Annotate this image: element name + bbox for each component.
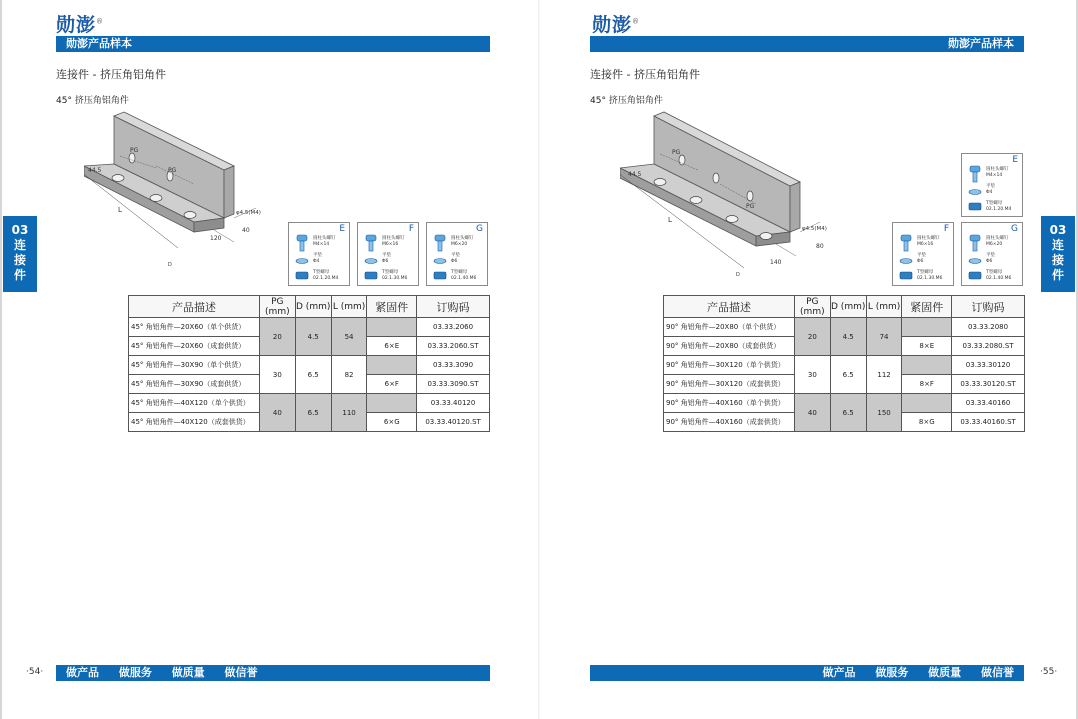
fastener-value [367, 356, 417, 375]
d-value: 6.5 [830, 394, 866, 432]
fastener-value [367, 318, 417, 337]
footer-slogan: 做服务 [875, 666, 909, 679]
fastener-line: Φ4 [313, 259, 320, 264]
product-desc: 90° 角铝角件—20X80（成套供货） [664, 337, 795, 356]
fastener-box-f [357, 222, 419, 286]
fastener-line: T型螺母 [986, 270, 1003, 275]
footer-slogan: 做信誉 [981, 666, 1014, 679]
table-row [129, 394, 490, 413]
fastener-icon [968, 165, 982, 215]
table-row [664, 356, 1025, 375]
fastener-letter: G [476, 224, 483, 234]
l-value: 112 [866, 356, 902, 394]
footer-slogan: 做服务 [118, 666, 152, 679]
product-desc: 45° 角铝角件—30X90（成套供货） [129, 375, 260, 394]
pg-value: 30 [794, 356, 830, 394]
table-header-row [129, 296, 490, 318]
fastener-box-e [288, 222, 350, 286]
fastener-box-g [426, 222, 488, 286]
column-header: PG (mm) [259, 296, 295, 318]
fastener-line: Φ6 [451, 259, 458, 264]
fastener-value [367, 394, 417, 413]
brand-logo: 勋澎® [592, 14, 641, 36]
order-code: 03.33.30120 [952, 356, 1025, 375]
fastener-icon [899, 234, 913, 284]
dim-label: 44.5 [628, 171, 642, 178]
fastener-value: 6×F [367, 375, 417, 394]
fastener-value [902, 318, 952, 337]
fastener-box-g [961, 222, 1023, 286]
fastener-line: T型螺母 [313, 270, 330, 275]
l-value: 82 [331, 356, 367, 394]
footer-slogan: 做信誉 [224, 666, 258, 679]
page-header: 勋澎产品样本 [590, 36, 1024, 52]
product-subtitle: 45° 挤压角铝角件 [590, 96, 663, 106]
column-header: L (mm) [866, 296, 902, 318]
fastener-line: 02.1.40.M6 [986, 276, 1012, 281]
fastener-line: Φ6 [986, 259, 993, 264]
fastener-line: 平垫 [451, 253, 460, 258]
technical-drawing [620, 108, 840, 278]
footer-slogan: 做产品 [66, 666, 99, 679]
product-desc: 90° 角铝角件—30X120（成套供货） [664, 375, 795, 394]
brand-logo: 勋澎® [56, 14, 105, 36]
fastener-value: 8×F [902, 375, 952, 394]
l-value: 110 [331, 394, 367, 432]
pg-value: 40 [794, 394, 830, 432]
hole-label: φ4.5(M4) [236, 210, 261, 216]
fastener-line: 圆柱头螺钉 [986, 236, 1009, 241]
pg-label: PG [672, 149, 681, 156]
column-header: D (mm) [830, 296, 866, 318]
column-header: 产品描述 [664, 296, 795, 318]
column-header: 订购码 [952, 296, 1025, 318]
product-desc: 90° 角铝角件—30X120（单个供货） [664, 356, 795, 375]
fastener-line: 02.1.30.M6 [917, 276, 943, 281]
l-value: 150 [866, 394, 902, 432]
order-code: 03.33.2060 [417, 318, 490, 337]
pg-label: PG [168, 167, 177, 174]
product-desc: 90° 角铝角件—40X160（成套供货） [664, 413, 795, 432]
page-header: 勋澎产品样本 [56, 36, 490, 52]
order-code: 03.33.3090 [417, 356, 490, 375]
page-number: ·55· [1040, 667, 1058, 677]
pg-value: 20 [794, 318, 830, 356]
fastener-letter: E [1012, 155, 1018, 165]
fastener-line: Φ6 [382, 259, 389, 264]
footer-slogan: 做产品 [822, 666, 856, 679]
product-desc: 45° 角铝角件—40X120（成套供货） [129, 413, 260, 432]
footer-slogan: 做质量 [171, 666, 205, 679]
fastener-line: Φ4 [986, 190, 993, 195]
fastener-line: 圆柱头螺钉 [451, 236, 474, 241]
fastener-line: 圆柱头螺钉 [313, 236, 336, 241]
column-header: 产品描述 [129, 296, 260, 318]
order-code: 03.33.2080 [952, 318, 1025, 337]
dim-label: 44.5 [88, 167, 102, 174]
fastener-line: 圆柱头螺钉 [917, 236, 940, 241]
section-title: 连接件 - 挤压角铝角件 [590, 68, 700, 81]
l-value: 54 [331, 318, 367, 356]
chapter-tab: 03 连 接 件 [1041, 216, 1075, 292]
fastener-line: 02.1.20.M4 [313, 276, 339, 281]
d-value: 6.5 [830, 356, 866, 394]
fastener-line: 平垫 [313, 253, 322, 258]
table-row [664, 394, 1025, 413]
table-header-row [664, 296, 1025, 318]
fastener-line: 02.1.40.M6 [451, 276, 477, 281]
fastener-line: M6×16 [917, 242, 934, 247]
fastener-box-f [892, 222, 954, 286]
d-value: 4.5 [295, 318, 331, 356]
fastener-letter: F [943, 224, 949, 234]
fastener-line: 平垫 [382, 253, 391, 258]
product-desc: 45° 角铝角件—30X90（单个供货） [129, 356, 260, 375]
width-label: 80 [816, 243, 824, 250]
page-gutter [538, 0, 540, 719]
fastener-line: 平垫 [986, 184, 995, 189]
chapter-tab: 03 连 接 件 [3, 216, 37, 292]
product-subtitle: 45° 挤压角铝角件 [56, 96, 129, 106]
fastener-line: 02.1.20.M4 [986, 207, 1012, 212]
width-label: 40 [242, 227, 250, 234]
fastener-line: 圆柱头螺钉 [986, 167, 1009, 172]
order-code: 03.33.40160 [952, 394, 1025, 413]
column-header: D (mm) [295, 296, 331, 318]
pg-value: 40 [259, 394, 295, 432]
fastener-icon [295, 234, 309, 284]
page-number: ·54· [26, 667, 44, 677]
fastener-line: Φ6 [917, 259, 924, 264]
pg-label: PG [746, 203, 755, 210]
product-desc: 45° 角铝角件—20X60（成套供货） [129, 337, 260, 356]
fastener-value: 8×E [902, 337, 952, 356]
fastener-line: M4×14 [313, 242, 330, 247]
column-header: 紧固件 [367, 296, 417, 318]
fastener-line: M6×20 [986, 242, 1003, 247]
order-code: 03.33.30120.ST [952, 375, 1025, 394]
length-label: L [118, 206, 122, 214]
fastener-line: 圆柱头螺钉 [382, 236, 405, 241]
order-code: 03.33.40120.ST [417, 413, 490, 432]
fastener-letter: F [408, 224, 414, 234]
d-value: 6.5 [295, 356, 331, 394]
fastener-icon [968, 234, 982, 284]
order-code: 03.33.2080.ST [952, 337, 1025, 356]
pg-value: 30 [259, 356, 295, 394]
fastener-line: T型螺母 [917, 270, 934, 275]
table-row [664, 318, 1025, 337]
spec-table [128, 295, 490, 432]
pg-value: 20 [259, 318, 295, 356]
order-code: 03.33.40120 [417, 394, 490, 413]
footer-slogan: 做质量 [928, 666, 962, 679]
fastener-line: M6×16 [382, 242, 399, 247]
column-header: 紧固件 [902, 296, 952, 318]
fastener-line: 平垫 [986, 253, 995, 258]
fastener-value [902, 394, 952, 413]
section-title: 连接件 - 挤压角铝角件 [56, 68, 166, 81]
column-header: L (mm) [331, 296, 367, 318]
fastener-line: M4×14 [986, 173, 1003, 178]
length-label: L [668, 216, 672, 224]
product-desc: 90° 角铝角件—20X80（单个供货） [664, 318, 795, 337]
product-desc: 90° 角铝角件—40X160（单个供货） [664, 394, 795, 413]
l-value: 74 [866, 318, 902, 356]
page-footer [56, 665, 490, 681]
hole-label: φ4.5(M4) [802, 226, 827, 232]
fastener-letter: E [339, 224, 345, 234]
fastener-line: T型螺母 [986, 201, 1003, 206]
fastener-icon [433, 234, 447, 284]
product-desc: 45° 角铝角件—40X120（单个供货） [129, 394, 260, 413]
height-label: 120 [210, 235, 222, 242]
pg-label: PG [130, 147, 139, 154]
fastener-box-e [961, 153, 1023, 217]
order-code: 03.33.2060.ST [417, 337, 490, 356]
d-value: 6.5 [295, 394, 331, 432]
fastener-line: M6×20 [451, 242, 468, 247]
column-header: PG (mm) [794, 296, 830, 318]
height-label: 140 [770, 259, 782, 266]
spec-table [663, 295, 1025, 432]
fastener-icon [364, 234, 378, 284]
fastener-value: 8×G [902, 413, 952, 432]
fastener-value [902, 356, 952, 375]
fastener-value: 6×E [367, 337, 417, 356]
product-desc: 45° 角铝角件—20X60（单个供货） [129, 318, 260, 337]
fastener-letter: G [1011, 224, 1018, 234]
d-label: D [736, 272, 740, 278]
fastener-line: T型螺母 [382, 270, 399, 275]
d-value: 4.5 [830, 318, 866, 356]
page-edge-left [0, 0, 2, 719]
table-row [129, 356, 490, 375]
page-footer [590, 665, 1024, 681]
table-row [129, 318, 490, 337]
fastener-line: 平垫 [917, 253, 926, 258]
fastener-value: 6×G [367, 413, 417, 432]
column-header: 订购码 [417, 296, 490, 318]
fastener-line: T型螺母 [451, 270, 468, 275]
technical-drawing [84, 108, 284, 270]
fastener-line: 02.1.30.M6 [382, 276, 408, 281]
d-label: D [168, 262, 172, 268]
order-code: 03.33.3090.ST [417, 375, 490, 394]
order-code: 03.33.40160.ST [952, 413, 1025, 432]
